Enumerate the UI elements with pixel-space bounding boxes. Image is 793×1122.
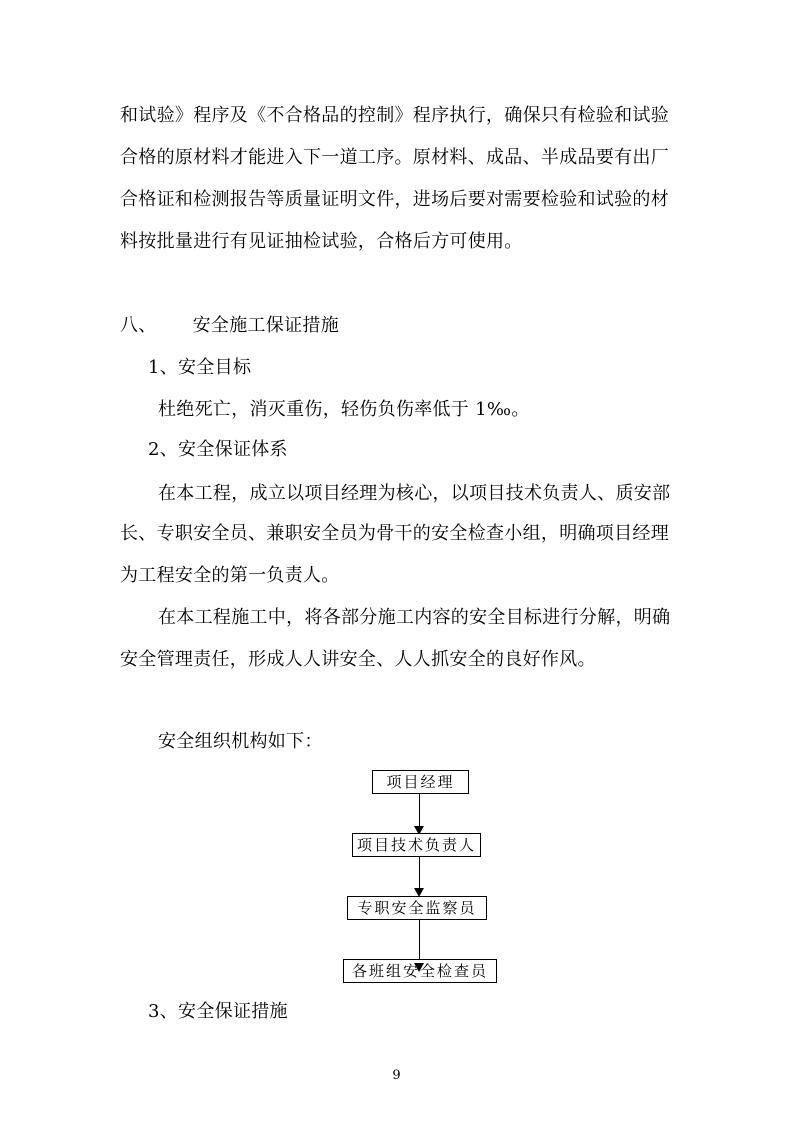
paragraph-line: 为工程安全的第一负责人。 [120, 565, 340, 586]
org-node-project-manager: 项目经理 [372, 770, 469, 794]
paragraph-line: 料按批量进行有见证抽检试验，合格后方可使用。 [120, 231, 523, 252]
paragraph-line: 长、专职安全员、兼职安全员为骨干的安全检查小组，明确项目经理 [120, 523, 669, 544]
paragraph-line: 在本工程，成立以项目经理为核心，以项目技术负责人、质安部 [158, 483, 671, 504]
org-connector [419, 857, 420, 888]
safety-goal-text: 杜绝死亡，消灭重伤，轻伤负伤率低于 1‰。 [158, 399, 530, 420]
org-connector [419, 920, 420, 960]
subsection-heading-safety-system: 2、安全保证体系 [148, 439, 288, 460]
org-node-team-safety-checker: 各班组安全检查员 [343, 959, 497, 983]
paragraph-line: 合格的原材料才能进入下一道工序。原材料、成品、半成品要有出厂 [120, 147, 669, 168]
arrow-down-icon [414, 963, 424, 972]
subsection-heading-safety-goal: 1、安全目标 [148, 357, 252, 378]
page-number: 9 [392, 1068, 401, 1083]
org-node-technical-lead: 项目技术负责人 [352, 833, 481, 857]
paragraph-line: 在本工程施工中，将各部分施工内容的安全目标进行分解，明确 [158, 607, 671, 628]
paragraph-line: 安全管理责任，形成人人讲安全、人人抓安全的良好作风。 [120, 649, 596, 670]
paragraph-line: 合格证和检测报告等质量证明文件，进场后要对需要检验和试验的材 [120, 189, 669, 210]
section-title: 安全施工保证措施 [192, 315, 340, 336]
section-number: 八、 [120, 315, 157, 336]
section-heading [120, 314, 680, 338]
org-node-safety-inspector: 专职安全监察员 [347, 896, 487, 920]
org-connector [419, 794, 420, 826]
subsection-heading-safety-measures: 3、安全保证措施 [148, 1001, 288, 1022]
paragraph-line: 和试验》程序及《不合格品的控制》程序执行，确保只有检验和试验 [120, 105, 669, 126]
org-chart-intro: 安全组织机构如下： [158, 731, 323, 752]
